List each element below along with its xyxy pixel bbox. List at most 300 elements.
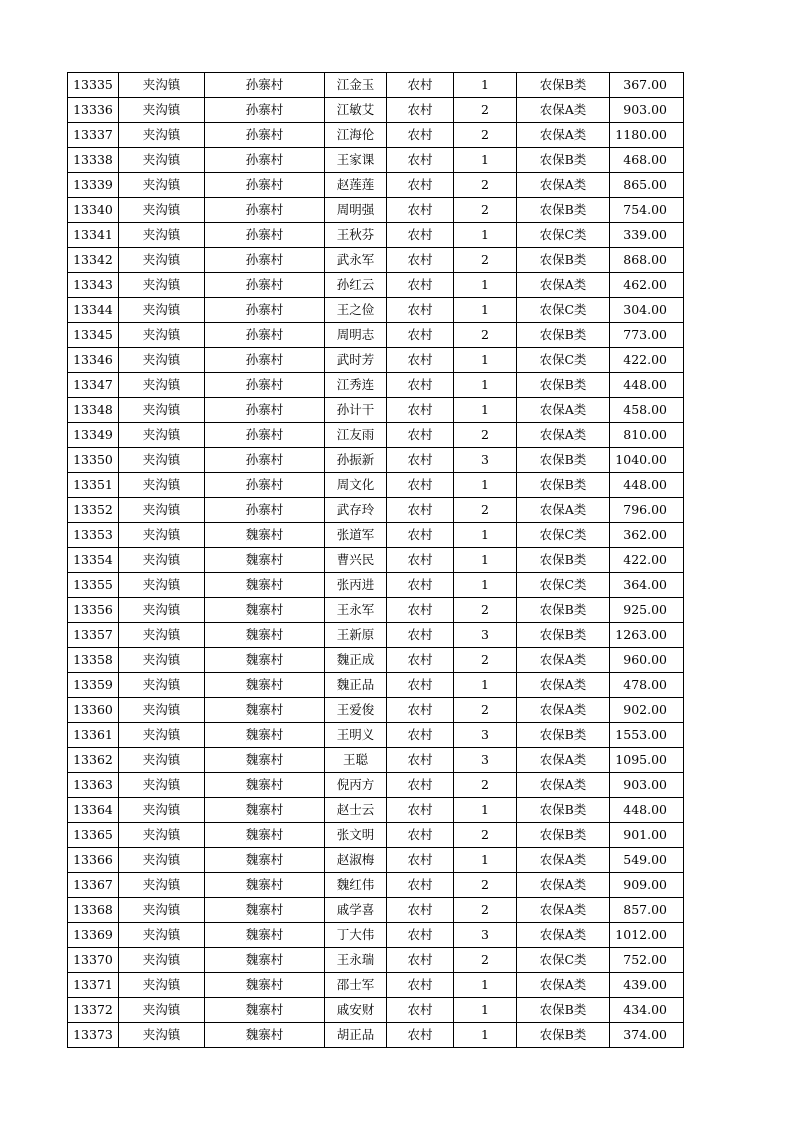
- name-cell: 赵淑梅: [325, 848, 387, 873]
- area-type-cell: 农村: [387, 898, 454, 923]
- village-cell: 孙寨村: [205, 423, 325, 448]
- insurance-class-cell: 农保A类: [517, 273, 610, 298]
- row-id-cell: 13366: [68, 848, 119, 873]
- household-size-cell: 3: [454, 623, 517, 648]
- row-id-cell: 13339: [68, 173, 119, 198]
- area-type-cell: 农村: [387, 598, 454, 623]
- amount-cell: 339.00: [610, 223, 684, 248]
- town-cell: 夹沟镇: [119, 998, 205, 1023]
- row-id-cell: 13335: [68, 73, 119, 98]
- village-cell: 魏寨村: [205, 523, 325, 548]
- name-cell: 王永瑞: [325, 948, 387, 973]
- name-cell: 赵莲莲: [325, 173, 387, 198]
- amount-cell: 304.00: [610, 298, 684, 323]
- name-cell: 周文化: [325, 473, 387, 498]
- town-cell: 夹沟镇: [119, 223, 205, 248]
- area-type-cell: 农村: [387, 448, 454, 473]
- household-size-cell: 1: [454, 548, 517, 573]
- area-type-cell: 农村: [387, 873, 454, 898]
- village-cell: 孙寨村: [205, 448, 325, 473]
- town-cell: 夹沟镇: [119, 898, 205, 923]
- household-size-cell: 2: [454, 823, 517, 848]
- table-row: [68, 573, 684, 598]
- village-cell: 孙寨村: [205, 198, 325, 223]
- insurance-class-cell: 农保A类: [517, 973, 610, 998]
- area-type-cell: 农村: [387, 1023, 454, 1048]
- insurance-class-cell: 农保C类: [517, 573, 610, 598]
- village-cell: 魏寨村: [205, 1023, 325, 1048]
- name-cell: 邵士军: [325, 973, 387, 998]
- amount-cell: 1263.00: [610, 623, 684, 648]
- insurance-class-cell: 农保A类: [517, 423, 610, 448]
- amount-cell: 462.00: [610, 273, 684, 298]
- area-type-cell: 农村: [387, 348, 454, 373]
- area-type-cell: 农村: [387, 298, 454, 323]
- village-cell: 孙寨村: [205, 473, 325, 498]
- household-size-cell: 1: [454, 473, 517, 498]
- name-cell: 江友雨: [325, 423, 387, 448]
- table-row: [68, 523, 684, 548]
- amount-cell: 448.00: [610, 373, 684, 398]
- table-row: [68, 123, 684, 148]
- name-cell: 王之俭: [325, 298, 387, 323]
- household-size-cell: 2: [454, 773, 517, 798]
- area-type-cell: 农村: [387, 848, 454, 873]
- insurance-class-cell: 农保B类: [517, 723, 610, 748]
- household-size-cell: 3: [454, 923, 517, 948]
- area-type-cell: 农村: [387, 173, 454, 198]
- insurance-class-cell: 农保A类: [517, 748, 610, 773]
- table-row: [68, 973, 684, 998]
- household-size-cell: 2: [454, 98, 517, 123]
- area-type-cell: 农村: [387, 423, 454, 448]
- name-cell: 倪丙方: [325, 773, 387, 798]
- household-size-cell: 2: [454, 198, 517, 223]
- insurance-class-cell: 农保B类: [517, 73, 610, 98]
- name-cell: 周明强: [325, 198, 387, 223]
- area-type-cell: 农村: [387, 73, 454, 98]
- area-type-cell: 农村: [387, 198, 454, 223]
- name-cell: 张道军: [325, 523, 387, 548]
- amount-cell: 810.00: [610, 423, 684, 448]
- row-id-cell: 13338: [68, 148, 119, 173]
- area-type-cell: 农村: [387, 798, 454, 823]
- name-cell: 丁大伟: [325, 923, 387, 948]
- table-row: [68, 323, 684, 348]
- name-cell: 江金玉: [325, 73, 387, 98]
- name-cell: 江海伦: [325, 123, 387, 148]
- row-id-cell: 13349: [68, 423, 119, 448]
- row-id-cell: 13345: [68, 323, 119, 348]
- town-cell: 夹沟镇: [119, 923, 205, 948]
- town-cell: 夹沟镇: [119, 573, 205, 598]
- name-cell: 武时芳: [325, 348, 387, 373]
- name-cell: 江秀连: [325, 373, 387, 398]
- table-row: [68, 348, 684, 373]
- town-cell: 夹沟镇: [119, 398, 205, 423]
- household-size-cell: 1: [454, 798, 517, 823]
- row-id-cell: 13368: [68, 898, 119, 923]
- name-cell: 胡正品: [325, 1023, 387, 1048]
- household-size-cell: 1: [454, 973, 517, 998]
- name-cell: 赵士云: [325, 798, 387, 823]
- village-cell: 魏寨村: [205, 898, 325, 923]
- amount-cell: 909.00: [610, 873, 684, 898]
- insurance-class-cell: 农保B类: [517, 148, 610, 173]
- area-type-cell: 农村: [387, 273, 454, 298]
- insurance-class-cell: 农保A类: [517, 498, 610, 523]
- area-type-cell: 农村: [387, 923, 454, 948]
- village-cell: 孙寨村: [205, 98, 325, 123]
- name-cell: 武存玲: [325, 498, 387, 523]
- village-cell: 魏寨村: [205, 823, 325, 848]
- insurance-class-cell: 农保B类: [517, 598, 610, 623]
- village-cell: 魏寨村: [205, 948, 325, 973]
- town-cell: 夹沟镇: [119, 448, 205, 473]
- beneficiary-table: [67, 72, 684, 1048]
- row-id-cell: 13358: [68, 648, 119, 673]
- household-size-cell: 1: [454, 1023, 517, 1048]
- village-cell: 魏寨村: [205, 723, 325, 748]
- row-id-cell: 13350: [68, 448, 119, 473]
- row-id-cell: 13344: [68, 298, 119, 323]
- village-cell: 魏寨村: [205, 973, 325, 998]
- town-cell: 夹沟镇: [119, 973, 205, 998]
- amount-cell: 925.00: [610, 598, 684, 623]
- area-type-cell: 农村: [387, 673, 454, 698]
- area-type-cell: 农村: [387, 773, 454, 798]
- row-id-cell: 13351: [68, 473, 119, 498]
- table-row: [68, 273, 684, 298]
- amount-cell: 752.00: [610, 948, 684, 973]
- row-id-cell: 13347: [68, 373, 119, 398]
- name-cell: 孙红云: [325, 273, 387, 298]
- insurance-class-cell: 农保B类: [517, 373, 610, 398]
- village-cell: 魏寨村: [205, 998, 325, 1023]
- village-cell: 孙寨村: [205, 398, 325, 423]
- name-cell: 王爱俊: [325, 698, 387, 723]
- amount-cell: 448.00: [610, 473, 684, 498]
- town-cell: 夹沟镇: [119, 823, 205, 848]
- name-cell: 张丙进: [325, 573, 387, 598]
- row-id-cell: 13371: [68, 973, 119, 998]
- household-size-cell: 2: [454, 898, 517, 923]
- household-size-cell: 2: [454, 698, 517, 723]
- row-id-cell: 13361: [68, 723, 119, 748]
- town-cell: 夹沟镇: [119, 598, 205, 623]
- town-cell: 夹沟镇: [119, 498, 205, 523]
- area-type-cell: 农村: [387, 148, 454, 173]
- town-cell: 夹沟镇: [119, 873, 205, 898]
- household-size-cell: 1: [454, 373, 517, 398]
- household-size-cell: 2: [454, 173, 517, 198]
- table-row: [68, 948, 684, 973]
- amount-cell: 868.00: [610, 248, 684, 273]
- village-cell: 魏寨村: [205, 548, 325, 573]
- name-cell: 江敏艾: [325, 98, 387, 123]
- town-cell: 夹沟镇: [119, 248, 205, 273]
- table-row: [68, 823, 684, 848]
- row-id-cell: 13357: [68, 623, 119, 648]
- village-cell: 孙寨村: [205, 273, 325, 298]
- row-id-cell: 13360: [68, 698, 119, 723]
- town-cell: 夹沟镇: [119, 798, 205, 823]
- household-size-cell: 1: [454, 298, 517, 323]
- row-id-cell: 13337: [68, 123, 119, 148]
- name-cell: 孙计干: [325, 398, 387, 423]
- row-id-cell: 13342: [68, 248, 119, 273]
- amount-cell: 422.00: [610, 548, 684, 573]
- table-row: [68, 598, 684, 623]
- town-cell: 夹沟镇: [119, 98, 205, 123]
- table-row: [68, 148, 684, 173]
- table-row: [68, 873, 684, 898]
- table-row: [68, 73, 684, 98]
- village-cell: 魏寨村: [205, 773, 325, 798]
- town-cell: 夹沟镇: [119, 648, 205, 673]
- village-cell: 魏寨村: [205, 748, 325, 773]
- town-cell: 夹沟镇: [119, 323, 205, 348]
- table-row: [68, 448, 684, 473]
- household-size-cell: 3: [454, 448, 517, 473]
- town-cell: 夹沟镇: [119, 173, 205, 198]
- table-row: [68, 398, 684, 423]
- household-size-cell: 1: [454, 398, 517, 423]
- household-size-cell: 1: [454, 573, 517, 598]
- town-cell: 夹沟镇: [119, 348, 205, 373]
- row-id-cell: 13348: [68, 398, 119, 423]
- town-cell: 夹沟镇: [119, 698, 205, 723]
- town-cell: 夹沟镇: [119, 423, 205, 448]
- row-id-cell: 13352: [68, 498, 119, 523]
- name-cell: 王永军: [325, 598, 387, 623]
- amount-cell: 362.00: [610, 523, 684, 548]
- amount-cell: 1553.00: [610, 723, 684, 748]
- table-row: [68, 423, 684, 448]
- insurance-class-cell: 农保B类: [517, 198, 610, 223]
- table-row: [68, 648, 684, 673]
- amount-cell: 960.00: [610, 648, 684, 673]
- insurance-class-cell: 农保C类: [517, 298, 610, 323]
- amount-cell: 448.00: [610, 798, 684, 823]
- amount-cell: 903.00: [610, 98, 684, 123]
- town-cell: 夹沟镇: [119, 123, 205, 148]
- area-type-cell: 农村: [387, 573, 454, 598]
- area-type-cell: 农村: [387, 223, 454, 248]
- table-row: [68, 98, 684, 123]
- insurance-class-cell: 农保C类: [517, 948, 610, 973]
- amount-cell: 754.00: [610, 198, 684, 223]
- amount-cell: 1040.00: [610, 448, 684, 473]
- table-row: [68, 998, 684, 1023]
- insurance-class-cell: 农保B类: [517, 323, 610, 348]
- village-cell: 孙寨村: [205, 348, 325, 373]
- insurance-class-cell: 农保B类: [517, 548, 610, 573]
- amount-cell: 422.00: [610, 348, 684, 373]
- household-size-cell: 2: [454, 123, 517, 148]
- insurance-class-cell: 农保B类: [517, 798, 610, 823]
- name-cell: 戚安财: [325, 998, 387, 1023]
- village-cell: 魏寨村: [205, 673, 325, 698]
- table-row: [68, 373, 684, 398]
- name-cell: 周明志: [325, 323, 387, 348]
- table-row: [68, 848, 684, 873]
- household-size-cell: 2: [454, 873, 517, 898]
- amount-cell: 439.00: [610, 973, 684, 998]
- table-body: [68, 73, 684, 1048]
- insurance-class-cell: 农保C类: [517, 348, 610, 373]
- amount-cell: 1095.00: [610, 748, 684, 773]
- table-row: [68, 248, 684, 273]
- area-type-cell: 农村: [387, 398, 454, 423]
- name-cell: 曹兴民: [325, 548, 387, 573]
- amount-cell: 1012.00: [610, 923, 684, 948]
- row-id-cell: 13365: [68, 823, 119, 848]
- table-row: [68, 748, 684, 773]
- household-size-cell: 2: [454, 423, 517, 448]
- village-cell: 孙寨村: [205, 498, 325, 523]
- row-id-cell: 13336: [68, 98, 119, 123]
- village-cell: 魏寨村: [205, 698, 325, 723]
- amount-cell: 374.00: [610, 1023, 684, 1048]
- insurance-class-cell: 农保A类: [517, 398, 610, 423]
- village-cell: 魏寨村: [205, 573, 325, 598]
- amount-cell: 434.00: [610, 998, 684, 1023]
- village-cell: 孙寨村: [205, 323, 325, 348]
- town-cell: 夹沟镇: [119, 548, 205, 573]
- insurance-class-cell: 农保A类: [517, 173, 610, 198]
- table-row: [68, 198, 684, 223]
- household-size-cell: 1: [454, 273, 517, 298]
- table-row: [68, 223, 684, 248]
- name-cell: 王明义: [325, 723, 387, 748]
- row-id-cell: 13340: [68, 198, 119, 223]
- row-id-cell: 13364: [68, 798, 119, 823]
- row-id-cell: 13372: [68, 998, 119, 1023]
- row-id-cell: 13354: [68, 548, 119, 573]
- amount-cell: 773.00: [610, 323, 684, 348]
- town-cell: 夹沟镇: [119, 748, 205, 773]
- amount-cell: 902.00: [610, 698, 684, 723]
- town-cell: 夹沟镇: [119, 148, 205, 173]
- village-cell: 魏寨村: [205, 873, 325, 898]
- insurance-class-cell: 农保A类: [517, 673, 610, 698]
- area-type-cell: 农村: [387, 623, 454, 648]
- row-id-cell: 13355: [68, 573, 119, 598]
- insurance-class-cell: 农保A类: [517, 848, 610, 873]
- insurance-class-cell: 农保B类: [517, 248, 610, 273]
- town-cell: 夹沟镇: [119, 1023, 205, 1048]
- row-id-cell: 13369: [68, 923, 119, 948]
- area-type-cell: 农村: [387, 823, 454, 848]
- village-cell: 孙寨村: [205, 373, 325, 398]
- village-cell: 孙寨村: [205, 298, 325, 323]
- row-id-cell: 13353: [68, 523, 119, 548]
- area-type-cell: 农村: [387, 123, 454, 148]
- household-size-cell: 2: [454, 598, 517, 623]
- table-row: [68, 623, 684, 648]
- town-cell: 夹沟镇: [119, 73, 205, 98]
- table-row: [68, 898, 684, 923]
- name-cell: 孙振新: [325, 448, 387, 473]
- insurance-class-cell: 农保B类: [517, 623, 610, 648]
- area-type-cell: 农村: [387, 973, 454, 998]
- village-cell: 孙寨村: [205, 223, 325, 248]
- amount-cell: 468.00: [610, 148, 684, 173]
- household-size-cell: 3: [454, 723, 517, 748]
- household-size-cell: 1: [454, 148, 517, 173]
- insurance-class-cell: 农保C类: [517, 223, 610, 248]
- row-id-cell: 13367: [68, 873, 119, 898]
- household-size-cell: 1: [454, 348, 517, 373]
- row-id-cell: 13359: [68, 673, 119, 698]
- table-row: [68, 773, 684, 798]
- household-size-cell: 2: [454, 648, 517, 673]
- town-cell: 夹沟镇: [119, 298, 205, 323]
- insurance-class-cell: 农保C类: [517, 523, 610, 548]
- area-type-cell: 农村: [387, 548, 454, 573]
- area-type-cell: 农村: [387, 473, 454, 498]
- household-size-cell: 2: [454, 948, 517, 973]
- town-cell: 夹沟镇: [119, 623, 205, 648]
- table-row: [68, 173, 684, 198]
- name-cell: 王秋芬: [325, 223, 387, 248]
- insurance-class-cell: 农保B类: [517, 823, 610, 848]
- area-type-cell: 农村: [387, 998, 454, 1023]
- insurance-class-cell: 农保A类: [517, 773, 610, 798]
- area-type-cell: 农村: [387, 523, 454, 548]
- household-size-cell: 1: [454, 73, 517, 98]
- household-size-cell: 2: [454, 248, 517, 273]
- village-cell: 魏寨村: [205, 798, 325, 823]
- amount-cell: 367.00: [610, 73, 684, 98]
- area-type-cell: 农村: [387, 98, 454, 123]
- row-id-cell: 13370: [68, 948, 119, 973]
- town-cell: 夹沟镇: [119, 198, 205, 223]
- town-cell: 夹沟镇: [119, 723, 205, 748]
- amount-cell: 903.00: [610, 773, 684, 798]
- household-size-cell: 1: [454, 223, 517, 248]
- table-row: [68, 473, 684, 498]
- row-id-cell: 13341: [68, 223, 119, 248]
- insurance-class-cell: 农保A类: [517, 123, 610, 148]
- village-cell: 魏寨村: [205, 648, 325, 673]
- household-size-cell: 2: [454, 323, 517, 348]
- name-cell: 王聪: [325, 748, 387, 773]
- amount-cell: 865.00: [610, 173, 684, 198]
- area-type-cell: 农村: [387, 698, 454, 723]
- name-cell: 王新原: [325, 623, 387, 648]
- area-type-cell: 农村: [387, 948, 454, 973]
- name-cell: 魏红伟: [325, 873, 387, 898]
- village-cell: 魏寨村: [205, 848, 325, 873]
- table-row: [68, 798, 684, 823]
- row-id-cell: 13373: [68, 1023, 119, 1048]
- town-cell: 夹沟镇: [119, 523, 205, 548]
- town-cell: 夹沟镇: [119, 673, 205, 698]
- row-id-cell: 13356: [68, 598, 119, 623]
- table-row: [68, 298, 684, 323]
- insurance-class-cell: 农保A类: [517, 873, 610, 898]
- area-type-cell: 农村: [387, 648, 454, 673]
- town-cell: 夹沟镇: [119, 273, 205, 298]
- village-cell: 魏寨村: [205, 923, 325, 948]
- table-row: [68, 1023, 684, 1048]
- town-cell: 夹沟镇: [119, 373, 205, 398]
- name-cell: 王家课: [325, 148, 387, 173]
- amount-cell: 1180.00: [610, 123, 684, 148]
- town-cell: 夹沟镇: [119, 473, 205, 498]
